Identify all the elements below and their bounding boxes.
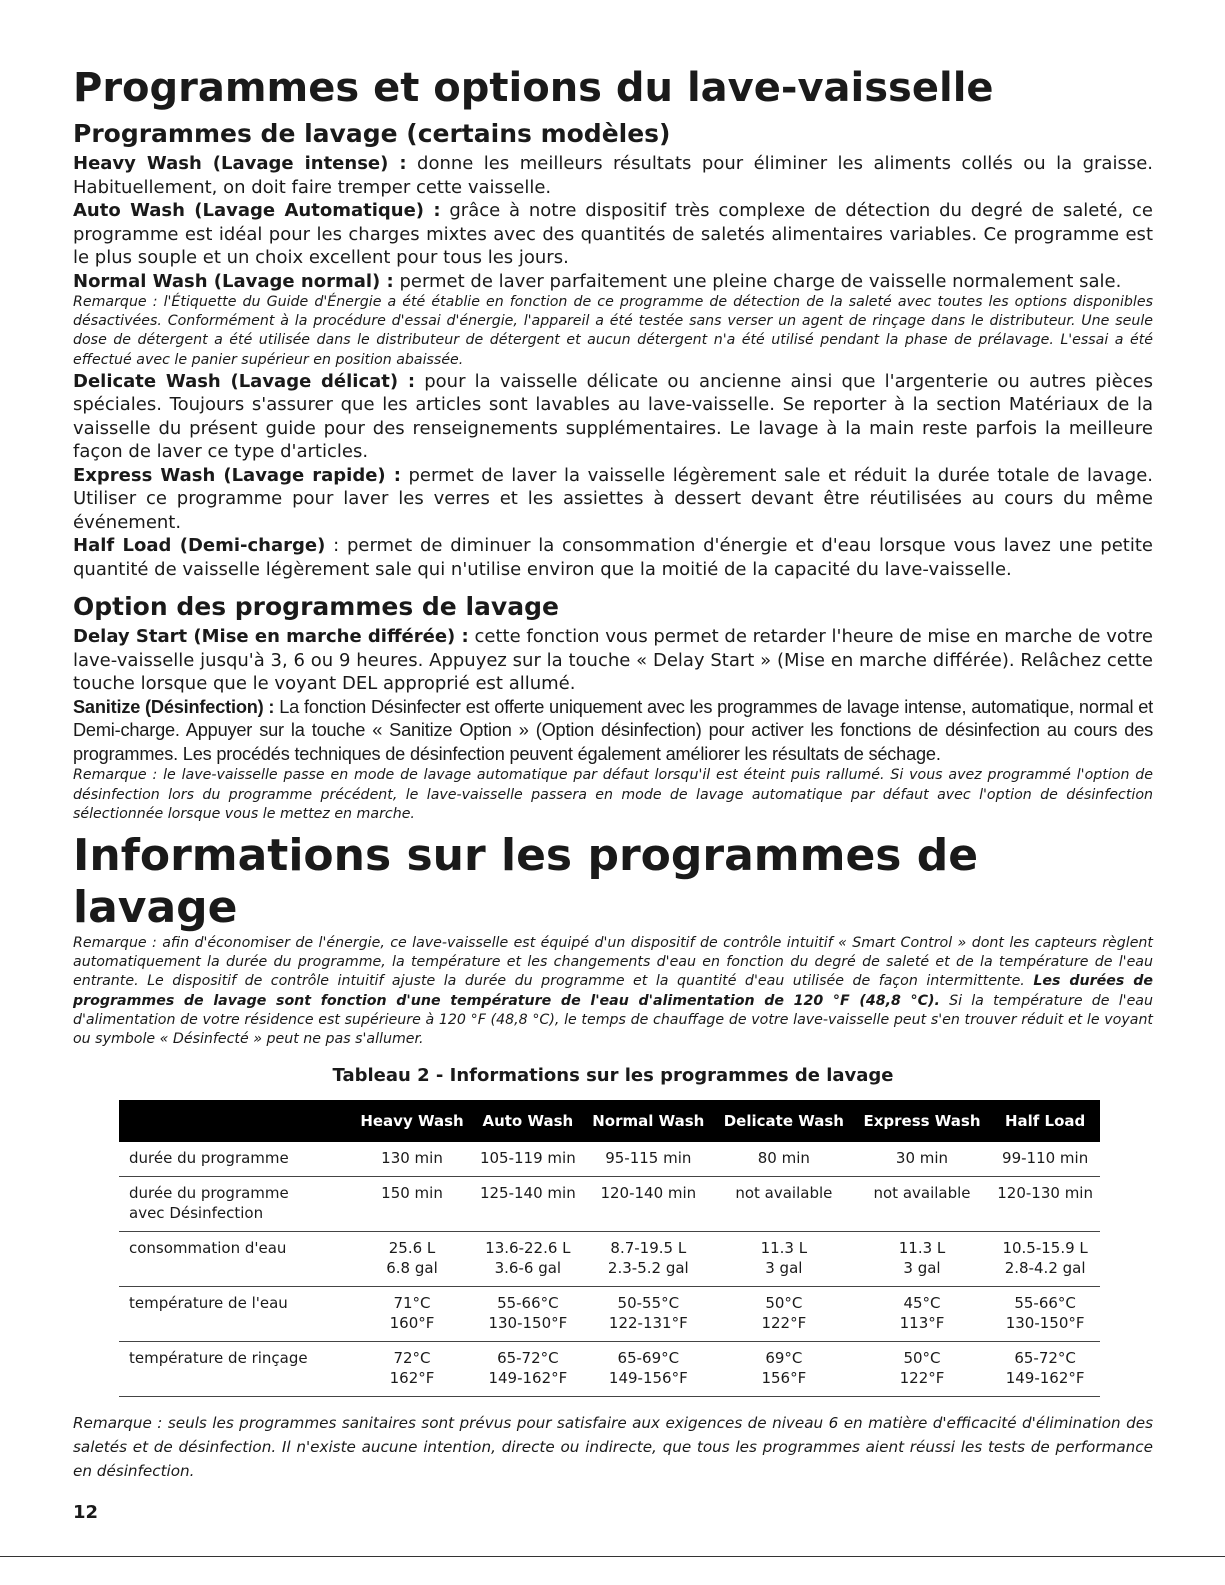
sanitize-paragraph <box>73 696 1153 767</box>
info-note-part-b: Si la température de l'eau d'alimentation de votre résidence est supérieure à 120 °F (48,8 °C), le temps de chauffage de votre lave-vaisselle peut s'en trouver réduit et le voyant ou symbole « Désinfecté » peut ne pas s'allumer. <box>73 992 1153 1047</box>
sanitize-label: Sanitize (Désinfection) : <box>73 696 275 717</box>
table-body <box>119 1142 1100 1397</box>
delicate-wash-paragraph <box>73 370 1153 464</box>
table-cell: 11.3 L 3 gal <box>714 1232 854 1287</box>
table-cell: 120-130 min <box>990 1177 1100 1232</box>
table-cell: 11.3 L 3 gal <box>854 1232 990 1287</box>
delicate-wash-text: pour la vaisselle délicate ou ancienne ainsi que l'argenterie ou autres pièces spéciales. Toujours s'assurer que les articles sont lavables au lave-vaisselle. Se reporter à la section Matériaux de la vaisselle du présent guide pour des renseignements supplémentaires. Le lavage à la main reste parfois la meilleure façon de laver ce type d'articles. <box>73 370 1153 463</box>
table-cell: 55-66°C 130-150°F <box>990 1287 1100 1342</box>
row-label: durée du programme <box>119 1142 351 1177</box>
table-cell: 25.6 L 6.8 gal <box>351 1232 473 1287</box>
row-label: durée du programme avec Désinfection <box>119 1177 351 1232</box>
table-cell: 8.7-19.5 L 2.3-5.2 gal <box>583 1232 714 1287</box>
page-number: 12 <box>73 1502 99 1523</box>
bottom-rule <box>0 1556 1225 1557</box>
normal-wash-paragraph <box>73 270 1153 294</box>
table-cell: 69°C 156°F <box>714 1342 854 1397</box>
express-wash-text: permet de laver la vaisselle légèrement sale et réduit la durée totale de lavage. Utiliser ce programme pour laver les verres et les assiettes à dessert devant être réutilisées au cours du même événement. <box>73 464 1153 533</box>
table-caption: Tableau 2 - Informations sur les programmes de lavage <box>332 1065 894 1087</box>
heavy-wash-paragraph <box>73 152 1153 199</box>
table-row <box>119 1177 1100 1232</box>
table-row <box>119 1142 1100 1177</box>
delay-start-text: cette fonction vous permet de retarder l'heure de mise en marche de votre lave-vaisselle jusqu'à 3, 6 ou 9 heures. Appuyez sur la touche « Delay Start » (Mise en marche différée). Relâchez cette touche lorsque que le voyant DEL approprié est allumé. <box>73 626 1153 695</box>
auto-wash-text: grâce à notre dispositif très complexe de détection du degré de saleté, ce programme est idéal pour les charges mixtes avec des quantités de saletés alimentaires variables. Ce programme est le plus souple et un choix excellent pour tous les jours. <box>73 200 1153 268</box>
info-heading: Informations sur les programmes de lavage <box>73 829 979 933</box>
info-note <box>73 934 1153 1049</box>
options-note: Remarque : le lave-vaisselle passe en mode de lavage automatique par défaut lorsqu'il est éteint puis rallumé. Si vous avez programmé l'option de désinfection lors du programme précédent, le lave-vaisselle passera en mode de lavage automatique par défaut avec l'option de désinfection sélectionnée lorsque vous le mettez en marche. <box>73 767 1153 822</box>
table-cell: 50°C 122°F <box>854 1342 990 1397</box>
info-note-bold: Les durées de programmes de lavage sont fonction d'une température de l'eau d'alimentation de 120 °F (48,8 °C). <box>73 973 1153 1009</box>
table-cell: 71°C 160°F <box>351 1287 473 1342</box>
normal-wash-label: Normal Wash (Lavage normal) : <box>73 270 394 292</box>
delay-start-label: Delay Start (Mise en marche différée) : <box>73 626 469 648</box>
table-header-cell: Heavy Wash <box>351 1100 473 1142</box>
table-row <box>119 1287 1100 1342</box>
table-cell: 65-72°C 149-162°F <box>473 1342 583 1397</box>
table-cell: 10.5-15.9 L 2.8-4.2 gal <box>990 1232 1100 1287</box>
table-header-cell: Delicate Wash <box>714 1100 854 1142</box>
table-cell: 50-55°C 122-131°F <box>583 1287 714 1342</box>
express-wash-paragraph <box>73 464 1153 535</box>
row-label: consommation d'eau <box>119 1232 351 1287</box>
normal-wash-note: Remarque : l'Étiquette du Guide d'Énergie a été établie en fonction de ce programme de détection de la saleté avec toutes les options disponibles désactivées. Conformément à la procédure d'essai d'énergie, l'appareil a été testée sans verser un agent de rinçage dans le distributeur. Une seule dose de détergent a été utilisée dans le distributeur de détergent et aucun détergent n'a été utilisé pendant la phase de prélavage. L'essai a été effectué avec le panier supérieur en position abaissée. <box>73 294 1153 368</box>
table-row <box>119 1342 1100 1397</box>
table-cell: 55-66°C 130-150°F <box>473 1287 583 1342</box>
table-cell: 130 min <box>351 1142 473 1177</box>
table-cell: 80 min <box>714 1142 854 1177</box>
heavy-wash-text: donne les meilleurs résultats pour éliminer les aliments collés ou la graisse. Habituellement, on doit faire tremper cette vaisselle. <box>73 153 1153 198</box>
table-cell: 105-119 min <box>473 1142 583 1177</box>
bottom-note: Remarque : seuls les programmes sanitaires sont prévus pour satisfaire aux exigences de niveau 6 en matière d'efficacité d'élimination des saletés et de désinfection. Il n'existe aucune intention, directe ou indirecte, que tous les programmes aient réussi les tests de performance en désinfection. <box>73 1414 1153 1481</box>
row-label: température de l'eau <box>119 1287 351 1342</box>
table-cell: 72°C 162°F <box>351 1342 473 1397</box>
table-header-cell: Half Load <box>990 1100 1100 1142</box>
options-heading: Option des programmes de lavage <box>73 592 559 622</box>
sanitize-text: La fonction Désinfecter est offerte uniquement avec les programmes de lavage intense, automatique, normal et Demi-charge. Appuyer sur la touche « Sanitize Option » (Option désinfection) pour activer les fonctions de désinfection au cours des programmes. Les procédés techniques de désinfection peuvent également améliorer les résultats de séchage. <box>73 696 1153 764</box>
table-cell: 45°C 113°F <box>854 1287 990 1342</box>
info-note-part-a: Remarque : afin d'économiser de l'énergie, ce lave-vaisselle est équipé d'un dispositif de contrôle intuitif « Smart Control » dont les capteurs règlent automatiquement la durée du programme, la température et les changements d'eau en fonction du degré de saleté et de la température de l'eau entrante. Le dispositif de contrôle intuitif ajuste la durée du programme et la quantité d'eau utilisée de façon intermittente. <box>73 934 1153 990</box>
express-wash-label: Express Wash (Lavage rapide) : <box>73 464 401 486</box>
table-cell: 65-72°C 149-162°F <box>990 1342 1100 1397</box>
row-label: température de rinçage <box>119 1342 351 1397</box>
table-cell: 50°C 122°F <box>714 1287 854 1342</box>
table-cell: 95-115 min <box>583 1142 714 1177</box>
table-cell: not available <box>854 1177 990 1232</box>
table-cell: 125-140 min <box>473 1177 583 1232</box>
table-cell: 65-69°C 149-156°F <box>583 1342 714 1397</box>
delay-start-paragraph <box>73 625 1153 696</box>
table-cell: 99-110 min <box>990 1142 1100 1177</box>
table-header-cell: Auto Wash <box>473 1100 583 1142</box>
wash-programs-heading: Programmes de lavage (certains modèles) <box>73 119 671 148</box>
table-cell: 150 min <box>351 1177 473 1232</box>
table-cell: 30 min <box>854 1142 990 1177</box>
table-cell: 13.6-22.6 L 3.6-6 gal <box>473 1232 583 1287</box>
sanitize-block <box>73 696 1153 767</box>
normal-wash-text: permet de laver parfaitement une pleine charge de vaisselle normalement sale. <box>393 270 1122 292</box>
table-row <box>119 1232 1100 1287</box>
table-header-cell <box>119 1100 351 1142</box>
heavy-wash-label: Heavy Wash (Lavage intense) : <box>73 153 407 174</box>
table-cell: not available <box>714 1177 854 1232</box>
half-load-paragraph <box>73 534 1153 581</box>
program-info-table <box>119 1100 1100 1397</box>
table-header-row <box>119 1100 1100 1142</box>
table-cell: 120-140 min <box>583 1177 714 1232</box>
table-header-cell: Normal Wash <box>583 1100 714 1142</box>
half-load-text: : permet de diminuer la consommation d'énergie et d'eau lorsque vous lavez une petite quantité de vaisselle légèrement sale qui n'utilise environ que la moitié de la capacité du lave-vaisselle. <box>73 535 1153 580</box>
delicate-wash-label: Delicate Wash (Lavage délicat) : <box>73 370 416 392</box>
auto-wash-paragraph <box>73 199 1153 270</box>
auto-wash-label: Auto Wash (Lavage Automatique) : <box>73 200 441 221</box>
table-header-cell: Express Wash <box>854 1100 990 1142</box>
half-load-label: Half Load (Demi-charge) <box>73 535 326 557</box>
page-title: Programmes et options du lave-vaisselle <box>73 65 994 111</box>
